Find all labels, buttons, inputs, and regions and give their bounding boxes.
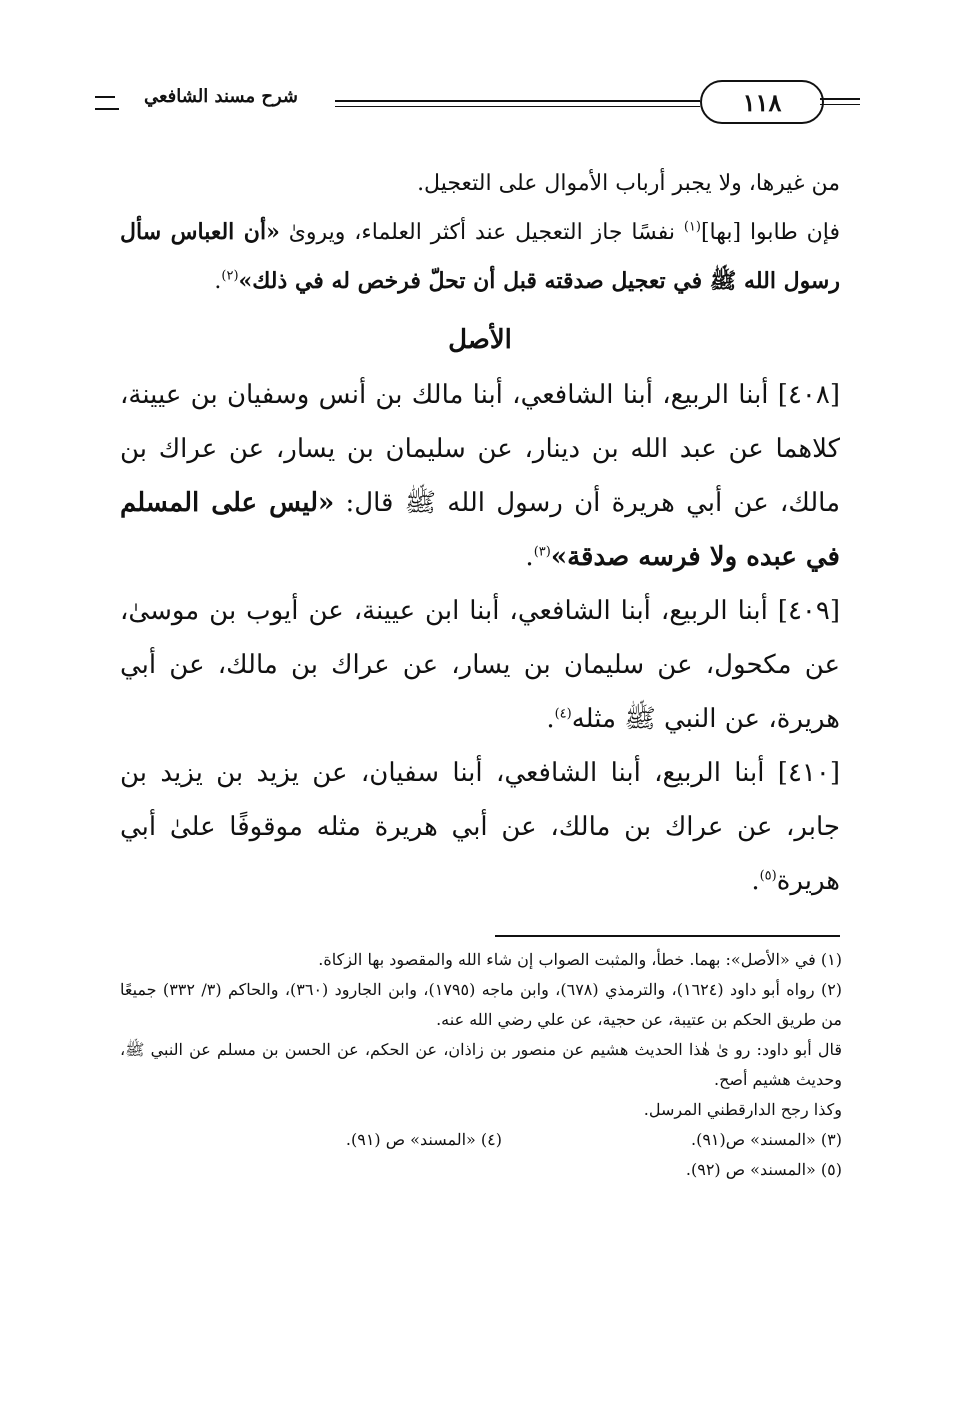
text-line: من غيرها، ولا يجبر أرباب الأموال على التعجيل. — [417, 171, 840, 196]
hadith-quote: «ليس على المسلم في عبده ولا فرسه صدقة» — [120, 488, 840, 572]
punctuation: . — [525, 542, 534, 572]
header-rule — [335, 100, 700, 107]
page-header — [95, 78, 835, 128]
footnote-2: (٢) رواه أبو داود (١٦٢٤)، والترمذي (٦٧٨)، وابن ماجه (١٧٩٥)، وابن الجارود (٣٦٠)، والحاكم (٣/ ٣٣٢) جميعًا من طريق الحكم بن عتيبة، عن حجية، عن علي رضي الله عنه. — [120, 980, 843, 1029]
footnote-marker: (١) — [683, 219, 701, 235]
text-span: نفسًا جاز التعجيل عند أكثر العلماء، ويروىٰ — [288, 220, 684, 245]
hadith-409 — [120, 584, 840, 746]
isnad-text: [٤٠٩] أبنا الربيع، أبنا الشافعي، أبنا ابن عيينة، عن أيوب بن موسىٰ، عن مكحول، عن سليمان بن يسار، عن عراك بن مالك، عن أبي هريرة، عن النبي ﷺ مثله — [120, 596, 840, 734]
footnotes — [120, 945, 842, 1185]
hadith-quote: «أن العباس سأل رسول الله ﷺ في تعجيل صدقته قبل أن تحلّ فرخص له في ذلك» — [120, 219, 840, 294]
footnote-marker: (٢) — [221, 268, 239, 284]
page-number-badge — [700, 80, 824, 124]
hadith-408 — [120, 368, 840, 584]
footnote-1: (١) في «الأصل»: بهما. خطأ، والمثبت الصواب إن شاء الله والمقصود بها الزكاة. — [318, 950, 842, 969]
footnote-marker: (٥) — [759, 868, 777, 884]
footnote-marker: (٤) — [554, 706, 572, 722]
footnote-3: (٣) «المسند» ص(٩١). — [690, 1130, 842, 1149]
hadith-410 — [120, 746, 840, 908]
footnote-marker: (٣) — [533, 544, 551, 560]
section-heading: الأصل — [448, 325, 512, 355]
footnote-separator — [495, 935, 840, 937]
punctuation: . — [546, 704, 555, 734]
header-right-rule — [820, 98, 860, 105]
text-span: فإن طابوا [بها] — [700, 220, 841, 245]
paragraph — [120, 208, 840, 306]
footnote-row — [120, 1125, 842, 1155]
isnad-text: [٤١٠] أبنا الربيع، أبنا الشافعي، أبنا سفيان، عن يزيد بن يزيد بن جابر، عن عراك بن مالك، عن أبي هريرة مثله موقوفًا علىٰ أبي هريرة — [120, 758, 840, 896]
footnote-note: قال أبو داود: رو ىٰ هٰذا الحديث هشيم عن منصور بن زاذان، عن الحكم، عن الحسن بن مسلم عن النبي ﷺ، وحديث هشيم أصح. — [120, 1040, 842, 1089]
punctuation: . — [751, 866, 760, 896]
page-number: ١١٨ — [742, 87, 782, 117]
isnad-text: [٤٠٨] أبنا الربيع، أبنا الشافعي، أبنا مالك بن أنس وسفيان بن عيينة، كلاهما عن عبد الله بن دينار، عن سليمان بن يسار، عن عراك بن مالك، عن أبي هريرة أن رسول الله ﷺ قال: — [120, 380, 840, 518]
footnote-5: (٥) «المسند» ص (٩٢). — [685, 1160, 842, 1179]
running-title: شرح مسند الشافعي — [115, 86, 327, 107]
punctuation: . — [214, 269, 222, 294]
paragraph — [120, 160, 840, 208]
main-text — [120, 160, 840, 908]
footnote-4: (٤) «المسند» ص (٩١). — [345, 1130, 502, 1149]
footnote-note: وكذا رجح الدارقطني المرسل. — [643, 1100, 842, 1119]
